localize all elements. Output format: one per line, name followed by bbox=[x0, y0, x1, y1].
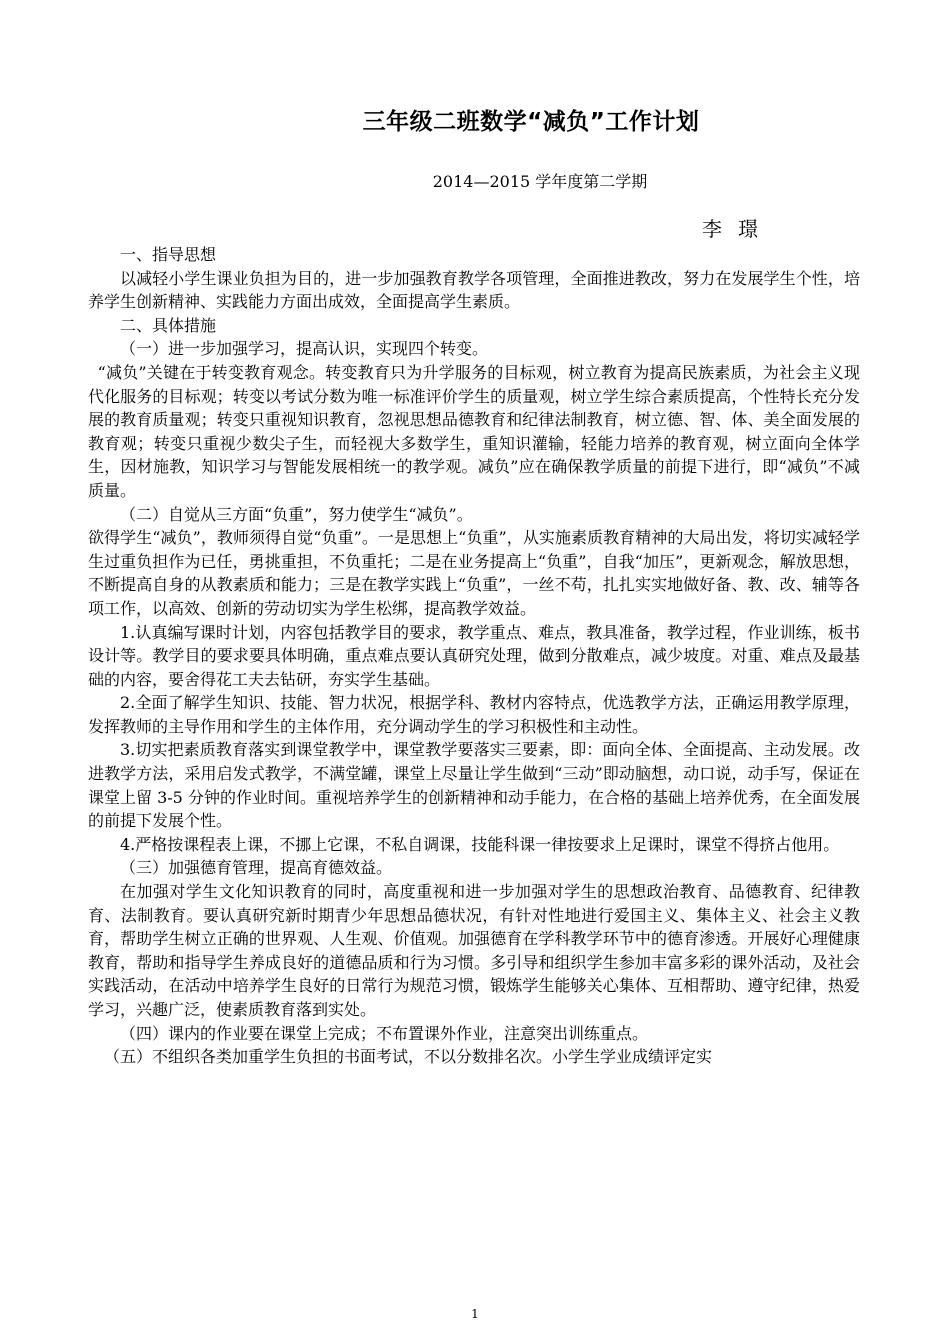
subheading-measure-2: （二）自觉从三方面“负重”，努力使学生“减负”。 bbox=[120, 504, 473, 524]
document-body bbox=[88, 243, 860, 1069]
heading-guiding-thought: 一、指导思想 bbox=[120, 245, 217, 264]
heading-specific-measures: 二、具体措施 bbox=[120, 315, 217, 335]
paragraph-measure-2: 欲得学生“减负”，教师须得自觉“负重”。一是思想上“负重”，从实施素质教育精神的大局出发，将切实减轻学生过重负担作为已任，勇挑重担，不负重托；二是在业务提高上“负重”，自我“加压”，更新观念，解放思想，不断提高自身的从教素质和能力；三是在教学实践上“负重”，一丝不苟，扎扎实实地做好备、教、改、辅等各项工作，以高效、创新的劳动切实为学生松绑，提高教学效益。 bbox=[88, 528, 860, 618]
subheading-measure-3: （三）加强德育管理，提高育德效益。 bbox=[120, 858, 393, 878]
paragraph-item-2: 2.全面了解学生知识、技能、智力状况，根据学科、教材内容特点，优选教学方法，正确运用教学原理，发挥教师的主导作用和学生的主体作用，充分调动学生的学习积极性和主动性。 bbox=[88, 693, 860, 736]
document-subtitle: 2014—2015 学年度第二学期 bbox=[432, 172, 648, 191]
author-name: 李璟 bbox=[702, 217, 774, 241]
paragraph-item-4: 4.严格按课程表上课，不挪上它课，不私自调课，技能科课一律按要求上足课时，课堂不得挤占他用。 bbox=[120, 834, 840, 854]
subheading-measure-4: （四）课内的作业要在课堂上完成；不布置课外作业，注意突出训练重点。 bbox=[120, 1023, 649, 1043]
subheading-measure-5: （五）不组织各类加重学生负担的书面考试，不以分数排名次。小学生学业成绩评定实 bbox=[104, 1047, 713, 1067]
page-number: 1 bbox=[471, 1307, 479, 1321]
paragraph-item-1: 1.认真编写课时计划，内容包括教学目的要求，教学重点、难点，教具准备，教学过程，作业训练，板书设计等。教学目的要求要具体明确，重点难点要认真研究处理，做到分散难点，减少坡度。对重、难点及最基础的内容，要舍得花工夫去钻研，夯实学生基础。 bbox=[88, 622, 860, 689]
paragraph-measure-1: “减负”关键在于转变教育观念。转变教育只为升学服务的目标观，树立教育为提高民族素质，为社会主义现代化服务的目标观；转变以考试分数为唯一标准评价学生的质量观，树立学生综合素质提高，个性特长充分发展的教育质量观；转变只重视知识教育，忽视思想品德教育和纪律法制教育，树立德、智、体、美全面发展的教育观；转变只重视少数尖子生，而轻视大多数学生，重知识灌输，轻能力培养的教育观，树立面向全体学生，因材施教，知识学习与智能发展相统一的教学观。减负”应在确保教学质量的前提下进行，即“减负”不减质量。 bbox=[88, 362, 860, 500]
paragraph-item-3: 3.切实把素质教育落实到课堂教学中，课堂教学要落实三要素，即：面向全体、全面提高、主动发展。改进教学方法，采用启发式教学，不满堂罐，课堂上尽量让学生做到“三动”即动脑想，动口说，动手写，保证在课堂上留 3-5 分钟的作业时间。重视培养学生的创新精神和动手能力，在合格的基础上培养优秀，在全面发展的前提下发展个性。 bbox=[88, 740, 860, 831]
document-title: 三年级二班数学“减负”工作计划 bbox=[362, 109, 700, 135]
paragraph-guiding-thought: 以减轻小学生课业负担为目的，进一步加强教育教学各项管理，全面推进教改，努力在发展学生个性，培养学生创新精神、实践能力方面出成效，全面提高学生素质。 bbox=[88, 268, 860, 312]
subheading-measure-1: （一）进一步加强学习，提高认识，实现四个转变。 bbox=[120, 339, 489, 359]
paragraph-measure-3: 在加强对学生文化知识教育的同时，高度重视和进一步加强对学生的思想政治教育、品德教育、纪律教育、法制教育。要认真研究新时期青少年思想品德状况，有针对性地进行爱国主义、集体主义、社会主义教育，帮助学生树立正确的世界观、人生观、价值观。加强德育在学科教学环节中的德育渗透。开展好心理健康教育，帮助和指导学生养成良好的道德品质和行为习惯。多引导和组织学生参加丰富多彩的课外活动，及社会实践活动，在活动中培养学生良好的日常行为规范习惯，锻炼学生能够关心集体、互相帮助、遵守纪律，热爱学习，兴趣广泛，使素质教育落到实处。 bbox=[88, 882, 860, 1019]
